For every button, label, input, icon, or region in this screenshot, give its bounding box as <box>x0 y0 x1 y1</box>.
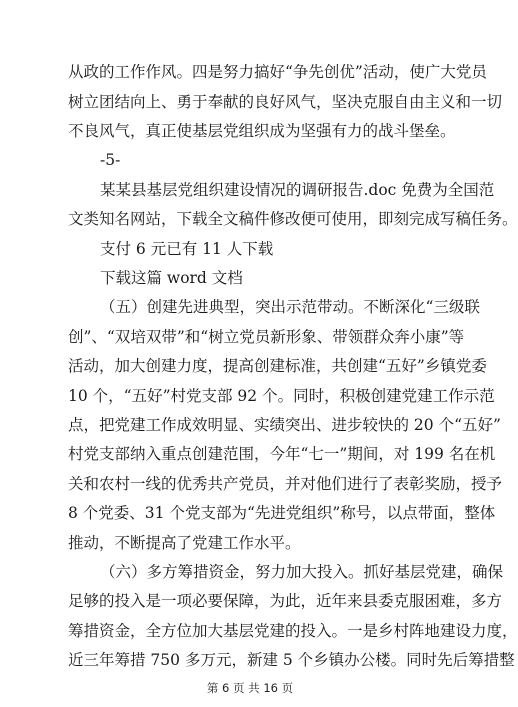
page-footer: 第 6 页 共 16 页 <box>206 681 294 695</box>
body-text-line: 村党支部纳入重点创建范围，今年“七一”期间，对 199 名在机 <box>68 445 496 463</box>
body-text-line: 不良风气，真正使基层党组织成为坚强有力的战斗堡垒。 <box>68 122 456 140</box>
body-text-line: 足够的投入是一项必要保障，为此，近年来县委克服困难，多方 <box>68 592 503 610</box>
body-text-line: 点，把党建工作成效明显、实绩突出、进步较快的 20 个“五好” <box>68 416 501 434</box>
download-info-line: 文类知名网站，下载全文稿件修改便可使用，即刻完成写稿任务。 <box>68 210 518 228</box>
body-text-line: 筹措资金，全方位加大基层党建的投入。一是乡村阵地建设力度， <box>68 622 518 640</box>
body-text-line: 从政的工作作风。四是努力搞好“争先创优”活动，使广大党员 <box>68 63 487 81</box>
page-marker: -5- <box>100 151 121 169</box>
body-text-line: 推动，不断提高了党建工作水平。 <box>68 534 301 552</box>
download-count-text: 支付 6 元已有 11 人下载 <box>100 240 274 258</box>
body-text-line: （六）多方筹措资金，努力加大投入。抓好基层党建，确保 <box>100 563 504 581</box>
download-link[interactable]: 下载这篇 word 文档 <box>100 269 243 287</box>
body-text-line: 近三年筹措 750 多万元，新建 5 个乡镇办公楼。同时先后筹措整 <box>68 651 515 669</box>
body-text-line: 创”、“双培双带”和“树立党员新形象、带领群众奔小康”等 <box>68 328 465 346</box>
body-text-line: 8 个党委、31 个党支部为“先进党组织”称号，以点带面，整体 <box>68 504 496 522</box>
body-text-line: （五）创建先进典型，突出示范带动。不断深化“三级联 <box>100 298 480 316</box>
body-text-line: 树立团结向上、勇于奉献的良好风气，坚决克服自由主义和一切 <box>68 93 503 111</box>
body-text-line: 10 个，“五好”村党支部 92 个。同时，积极创建党建工作示范 <box>68 387 495 405</box>
download-info-line: 某某县基层党组织建设情况的调研报告.doc 免费为全国范 <box>100 181 495 199</box>
body-text-line: 活动，加大创建力度，提高创建标准，共创建“五好”乡镇党委 <box>68 357 487 375</box>
body-text-line: 关和农村一线的优秀共产党员，并对他们进行了表彰奖励，授予 <box>68 475 503 493</box>
